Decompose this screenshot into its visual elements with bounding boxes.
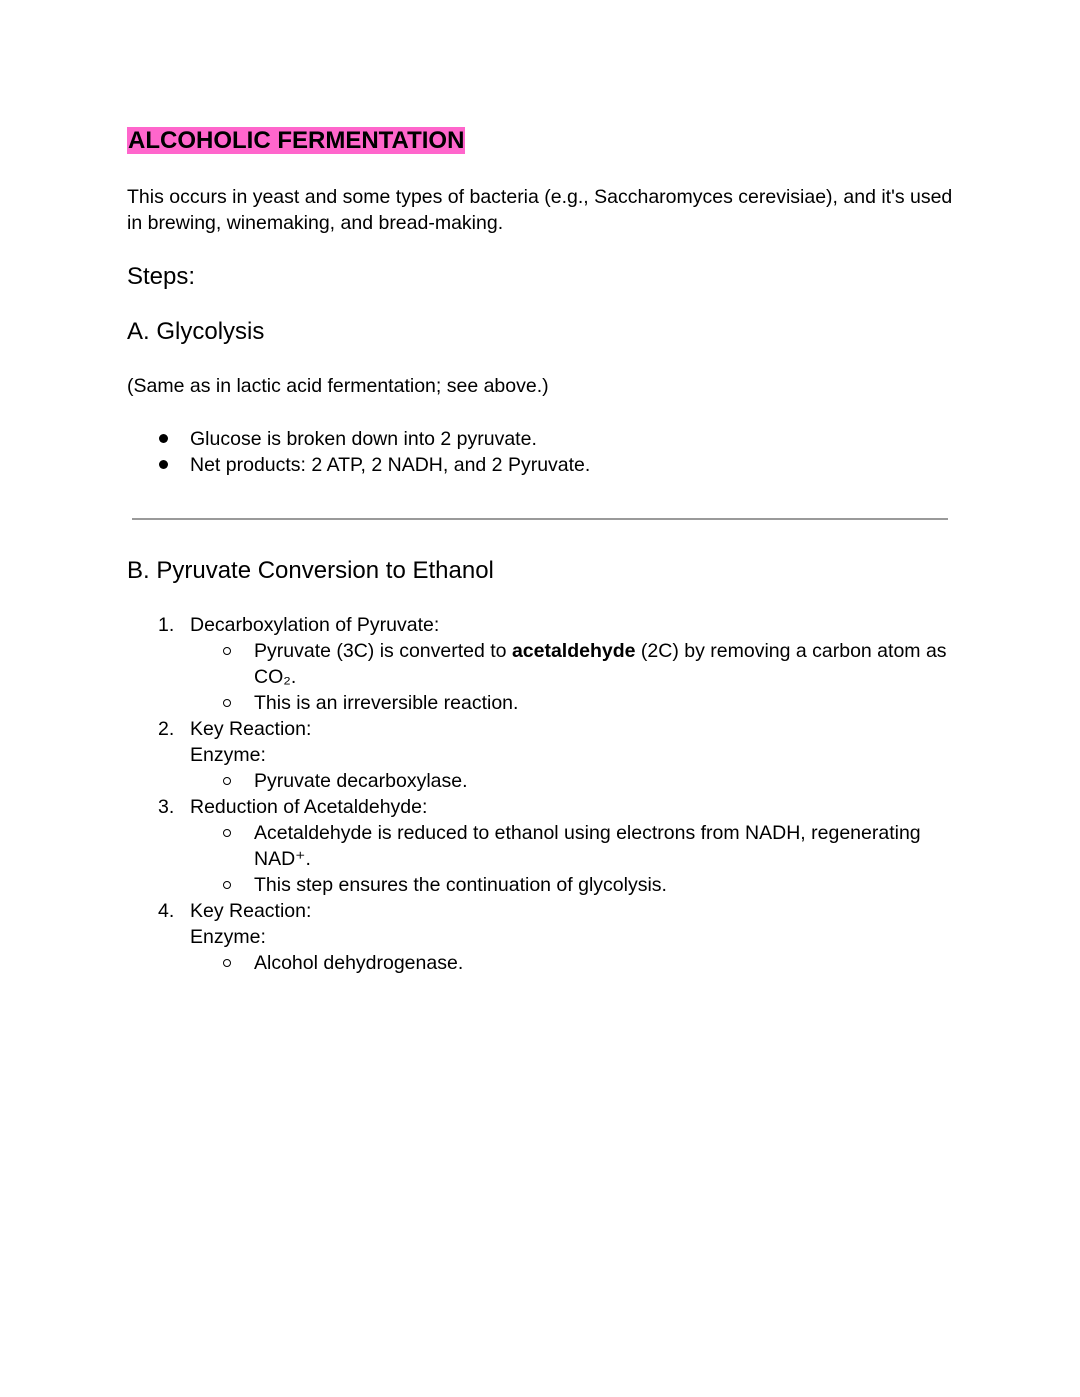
title-wrap (127, 126, 465, 156)
hollow-bullet-icon (223, 699, 231, 707)
section-b-heading: B. Pyruvate Conversion to Ethanol (127, 557, 494, 584)
bullet-text: Glucose is broken down into 2 pyruvate. (190, 428, 537, 450)
list-item (127, 452, 590, 478)
sub-item-text-line2: NAD⁺. (254, 848, 311, 870)
sub-list (190, 638, 957, 716)
document-title: ALCOHOLIC FERMENTATION (128, 127, 465, 154)
hollow-bullet-icon (223, 881, 231, 889)
sub-item-text-line2: CO₂. (254, 666, 297, 688)
list-item-subtitle: Enzyme: (190, 926, 266, 948)
sub-item-bold-term: acetaldehyde (511, 640, 636, 662)
hollow-bullet-icon (223, 777, 231, 785)
sub-item-text: This step ensures the continuation of glycolysis. (254, 874, 667, 896)
steps-heading: Steps: (127, 263, 196, 290)
sub-item-text-after: (2C) by removing a carbon atom as (635, 640, 947, 662)
sub-list-item (190, 690, 954, 716)
list-number: 3. (158, 796, 175, 818)
list-item (127, 612, 957, 716)
sub-list (190, 768, 957, 794)
horizontal-divider (132, 518, 948, 520)
list-number: 1. (158, 614, 175, 636)
hollow-bullet-icon (223, 959, 231, 967)
sub-list-item (190, 820, 954, 872)
list-number: 4. (158, 900, 175, 922)
hollow-bullet-icon (223, 829, 231, 837)
list-item (127, 426, 590, 452)
bullet-icon (159, 434, 168, 443)
section-b-numbered-list (127, 612, 957, 976)
list-number: 2. (158, 718, 175, 740)
sub-item-text: Alcohol dehydrogenase. (254, 952, 464, 974)
intro-paragraph: This occurs in yeast and some types of bacteria (e.g., Saccharomyces cerevisiae), and it's used in brewing, winemaking, and bread-making. (127, 186, 953, 234)
sub-item-text: Acetaldehyde is reduced to ethanol using electrons from NADH, regenerating (254, 822, 921, 844)
section-a-bullet-list (127, 426, 590, 478)
list-item (127, 716, 957, 794)
list-item (127, 794, 957, 898)
list-item-title: Reduction of Acetaldehyde: (190, 796, 428, 818)
section-a-heading: A. Glycolysis (127, 318, 265, 345)
sub-list-item (190, 638, 954, 690)
sub-list-item (190, 872, 954, 898)
hollow-bullet-icon (223, 647, 231, 655)
sub-item-text-before: Pyruvate (3C) is converted to (254, 640, 512, 662)
sub-item-text: This is an irreversible reaction. (254, 692, 519, 714)
list-item-title: Key Reaction: (190, 900, 312, 922)
sub-list-item (190, 950, 954, 976)
list-item-subtitle: Enzyme: (190, 744, 266, 766)
bullet-text: Net products: 2 ATP, 2 NADH, and 2 Pyruvate. (190, 454, 591, 476)
list-item-title: Decarboxylation of Pyruvate: (190, 614, 440, 636)
sub-list (190, 820, 957, 898)
section-a-note: (Same as in lactic acid fermentation; see above.) (127, 375, 549, 397)
list-item (127, 898, 957, 976)
sub-list-item (190, 768, 954, 794)
sub-item-text: Pyruvate decarboxylase. (254, 770, 468, 792)
list-item-title: Key Reaction: (190, 718, 312, 740)
sub-list (190, 950, 957, 976)
bullet-icon (159, 460, 168, 469)
